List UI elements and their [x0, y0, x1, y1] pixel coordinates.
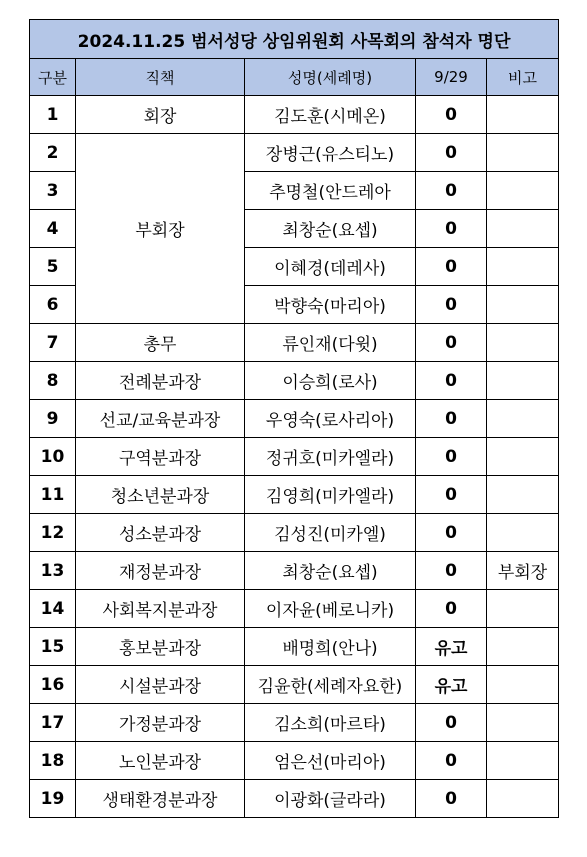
row-name: 엄은선(마리아)	[245, 742, 416, 780]
row-name: 최창순(요셉)	[245, 552, 416, 590]
row-name: 정귀호(미카엘라)	[245, 438, 416, 476]
table-row	[30, 780, 559, 818]
table-row	[30, 476, 559, 514]
row-number: 19	[30, 780, 76, 818]
row-number: 10	[30, 438, 76, 476]
row-name: 이광화(글라라)	[245, 780, 416, 818]
row-position: 시설분과장	[76, 666, 245, 704]
row-position: 구역분과장	[76, 438, 245, 476]
row-name: 김소희(마르타)	[245, 704, 416, 742]
row-position: 청소년분과장	[76, 476, 245, 514]
row-name: 이승희(로사)	[245, 362, 416, 400]
row-note	[487, 628, 559, 666]
row-position: 성소분과장	[76, 514, 245, 552]
row-attendance: 0	[416, 552, 487, 590]
row-number: 17	[30, 704, 76, 742]
row-note	[487, 666, 559, 704]
row-number: 2	[30, 134, 76, 172]
table-row	[30, 742, 559, 780]
row-position: 가정분과장	[76, 704, 245, 742]
row-position: 전례분과장	[76, 362, 245, 400]
row-position: 사회복지분과장	[76, 590, 245, 628]
row-name: 우영숙(로사리아)	[245, 400, 416, 438]
attendance-table	[29, 19, 559, 818]
row-note	[487, 324, 559, 362]
row-name: 김영희(미카엘라)	[245, 476, 416, 514]
row-number: 1	[30, 96, 76, 134]
row-attendance: 0	[416, 514, 487, 552]
header-name: 성명(세례명)	[245, 59, 416, 96]
row-note	[487, 590, 559, 628]
row-name: 최창순(요셉)	[245, 210, 416, 248]
row-number: 8	[30, 362, 76, 400]
row-note	[487, 96, 559, 134]
row-position: 부회장	[76, 134, 245, 324]
table-row	[30, 400, 559, 438]
row-name: 류인재(다윗)	[245, 324, 416, 362]
row-attendance: 0	[416, 362, 487, 400]
table-row	[30, 96, 559, 134]
row-number: 11	[30, 476, 76, 514]
row-number: 13	[30, 552, 76, 590]
row-note	[487, 704, 559, 742]
header-no: 구분	[30, 59, 76, 96]
table-row	[30, 590, 559, 628]
row-note	[487, 172, 559, 210]
row-attendance: 0	[416, 324, 487, 362]
row-number: 15	[30, 628, 76, 666]
row-attendance: 0	[416, 400, 487, 438]
row-name: 이자윤(베로니카)	[245, 590, 416, 628]
row-number: 16	[30, 666, 76, 704]
header-position: 직책	[76, 59, 245, 96]
row-note	[487, 780, 559, 818]
row-attendance: 0	[416, 476, 487, 514]
row-note	[487, 134, 559, 172]
table-row	[30, 552, 559, 590]
row-name: 추명철(안드레아	[245, 172, 416, 210]
table-row	[30, 666, 559, 704]
table-row	[30, 362, 559, 400]
row-note	[487, 742, 559, 780]
header-note: 비고	[487, 59, 559, 96]
row-position: 재정분과장	[76, 552, 245, 590]
row-note	[487, 248, 559, 286]
row-number: 3	[30, 172, 76, 210]
row-note	[487, 210, 559, 248]
row-position: 홍보분과장	[76, 628, 245, 666]
row-note	[487, 400, 559, 438]
table-row	[30, 438, 559, 476]
row-note	[487, 286, 559, 324]
row-attendance: 0	[416, 248, 487, 286]
row-name: 김도훈(시메온)	[245, 96, 416, 134]
header-date: 9/29	[416, 59, 487, 96]
row-name: 장병근(유스티노)	[245, 134, 416, 172]
row-attendance: 0	[416, 438, 487, 476]
row-attendance: 0	[416, 96, 487, 134]
row-name: 박향숙(마리아)	[245, 286, 416, 324]
row-attendance: 0	[416, 286, 487, 324]
row-note	[487, 476, 559, 514]
row-position: 노인분과장	[76, 742, 245, 780]
row-number: 5	[30, 248, 76, 286]
table-row	[30, 134, 559, 172]
title-row	[30, 20, 559, 59]
row-attendance: 0	[416, 704, 487, 742]
row-position: 선교/교육분과장	[76, 400, 245, 438]
row-number: 9	[30, 400, 76, 438]
table-row	[30, 514, 559, 552]
row-position: 생태환경분과장	[76, 780, 245, 818]
header-row	[30, 59, 559, 96]
table-row	[30, 628, 559, 666]
row-attendance: 0	[416, 134, 487, 172]
row-name: 배명희(안나)	[245, 628, 416, 666]
row-note	[487, 438, 559, 476]
row-number: 18	[30, 742, 76, 780]
row-name: 김성진(미카엘)	[245, 514, 416, 552]
row-attendance: 유고	[416, 666, 487, 704]
row-attendance: 0	[416, 172, 487, 210]
row-attendance: 0	[416, 742, 487, 780]
row-name: 김윤한(세례자요한)	[245, 666, 416, 704]
row-attendance: 0	[416, 780, 487, 818]
row-note	[487, 362, 559, 400]
row-position: 총무	[76, 324, 245, 362]
row-attendance: 0	[416, 590, 487, 628]
row-position: 회장	[76, 96, 245, 134]
table-row	[30, 704, 559, 742]
row-number: 12	[30, 514, 76, 552]
row-note	[487, 514, 559, 552]
row-note: 부회장	[487, 552, 559, 590]
table-title: 2024.11.25 범서성당 상임위원회 사목회의 참석자 명단	[30, 20, 559, 59]
row-number: 14	[30, 590, 76, 628]
row-number: 4	[30, 210, 76, 248]
row-number: 7	[30, 324, 76, 362]
row-attendance: 0	[416, 210, 487, 248]
table-row	[30, 324, 559, 362]
row-number: 6	[30, 286, 76, 324]
row-name: 이혜경(데레사)	[245, 248, 416, 286]
row-attendance: 유고	[416, 628, 487, 666]
